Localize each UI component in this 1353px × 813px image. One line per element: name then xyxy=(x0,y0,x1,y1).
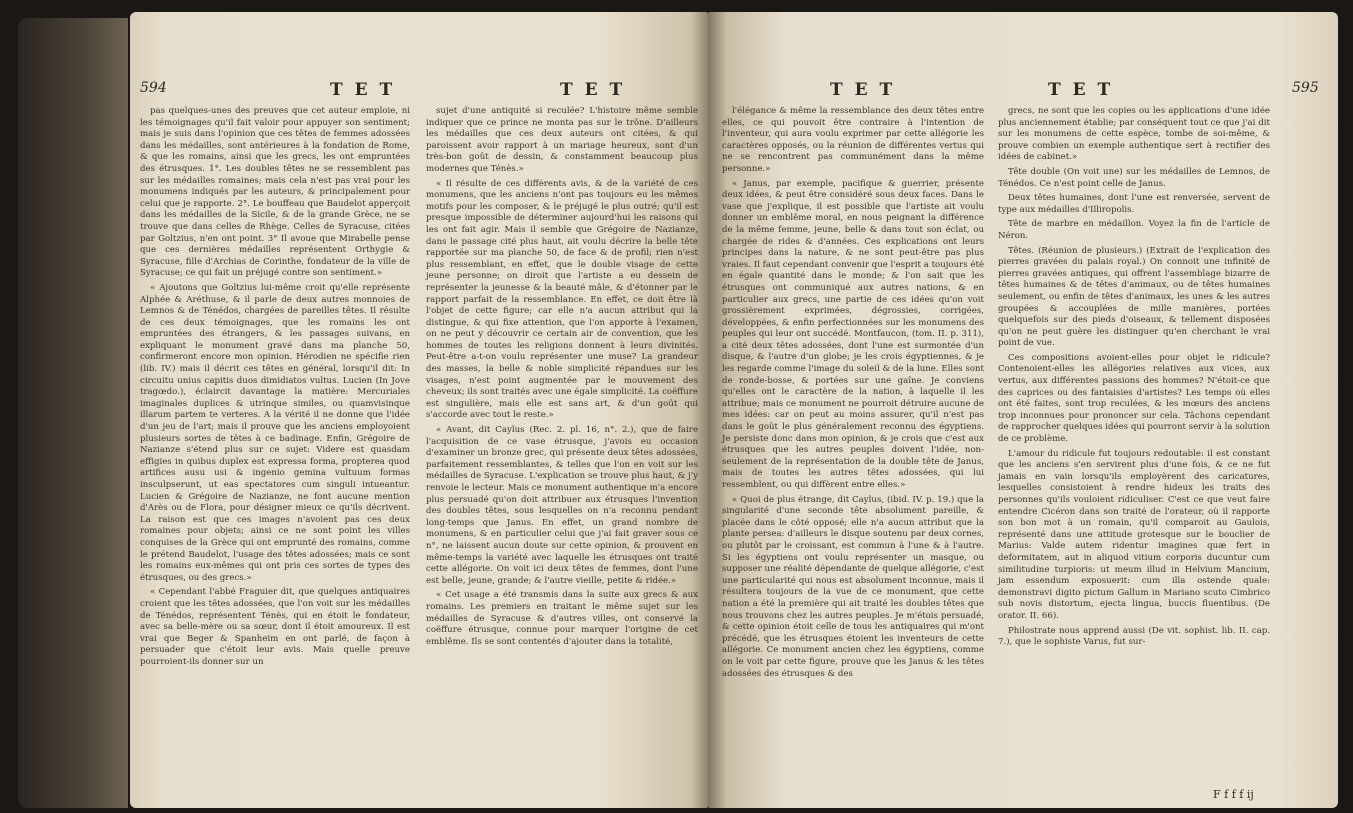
book-edge xyxy=(18,18,128,808)
left-column-1 xyxy=(140,106,410,672)
paragraph: Deux têtes humaines, dont l'une est renversée, servent de type aux médailles d'Illiropolis. xyxy=(998,193,1270,215)
paragraph: L'amour du ridicule fut toujours redoutable: il est constant que les anciens s'en servirent plus d'une fois, & ce ne fut jamais en vain lorsqu'ils employèrent des caricatures, lesquelles consistoient à rendre hideux les traits des personnes qu'ils vouloient ridiculiser. C'est ce que veut faire entendre Cicéron dans son traité de l'orateur, où il rapporte son bon mot à un romain, qu'il comparoit au Gaulois, représenté dans une attitude grotesque sur le bouclier de Marius: Valde autem ridentur imagines quæ fert in deformitatem, aut in aliquod vitium corporis ducuntur cum similitudine turpioris: ut meum illud in Helvium Mancium, jam essendum exposuerit: cum illa ostende quale: demonstravi digito pictum Gallum in Mariano scuto Cimbrico sub novis distortum, ejecta lingua, buccis fluentibus. (De orator. II. 66). xyxy=(998,448,1270,621)
left-page xyxy=(130,12,708,808)
paragraph: sujet d'une antiquité si reculée? L'histoire même semble indiquer que ce prince ne monta pas sur le trône. D'ailleurs les médailles que ces deux auteurs ont citées, & qui paroissent avoir rapport à un mariage heureux, sont d'un très-bon goût de dessin, & constamment beaucoup plus modernes que Ténès.» xyxy=(426,106,698,174)
open-book xyxy=(18,12,1338,808)
running-head-left-2: T E T xyxy=(560,80,626,100)
paragraph: pas quelques-unes des preuves que cet auteur emploie, ni les témoignages qu'il fait valoir pour appuyer son sentiment; mais je suis dans l'opinion que ces têtes de femmes adossées dans les médailles, sont antérieures à la fondation de Rome, & que les romains, ainsi que les grecs, les ont empruntées des étrusques. 1°. Les doubles têtes ne se ressemblent pas sur les médailles romaines; mais cela n'est pas vrai pour les monumens indiqués par les auteurs, & principalement pour celui que je rapporte. 2°. Le bouffeau que Baudelot apperçoit dans les médailles de la Sicile, & de la grande Grèce, ne se trouve que dans celles de Rhège. Celles de Syracuse, citées par Goltzius, n'en ont point. 3° Il avoue que Mirabelle pense que ces dernières médailles représentent Orthygie & Syracuse, fille d'Archias de Corinthe, fondateur de la ville de Syracuse; ce qui fait un préjugé contre son sentiment.» xyxy=(140,106,410,279)
paragraph: Tête de marbre en médaillon. Voyez la fin de l'article de Néron. xyxy=(998,219,1270,241)
paragraph: « Janus, par exemple, pacifique & guerrier, présente deux idées, & peut être considéré sous deux faces. Dans le vase que j'explique, il est possible que l'artiste ait voulu donner un emblême moral, en nous peignant la différence de la même femme, jeune, belle & dans tout son éclat, ou chargée de rides & d'années. Ces explications ont leurs principes dans la nature, & ne sont peut-être pas plus vraies. Il faut cependant convenir que l'esprit a toujours été en égale quantité dans le monde; & l'on sait que les étrusques ont communiqué aux autres nations, & en particulier aux grecs, une partie de ces idées qu'on voit grossièrement exprimées, dégrossies, corrigées, développées, & enfin perfectionnées sur les monumens des peuples qui leur ont succédé. Montfaucon, (tom. II. p. 311), a cité deux têtes adossées, dont l'une est surmontée d'un disque, & l'autre d'un globe; je les crois égyptiennes, & je les regarde comme l'image du soleil & de la lune. Elles sont de ronde-bosse, & portées sur une gaîne. Je conviens qu'elles ont le caractère de la nation, à laquelle il les attribue; mais ce monument ne pourroit détruire aucune de mes idées: car on peut au moins assurer, qu'il n'est pas dans le goût le plus généralement reconnu des égyptiens. Je persiste donc dans mon opinion, & je crois que c'est aux étrusques que les autres peuples doivent l'idée, non-seulement de la représentation de la double tête de Janus, mais de toutes les autres têtes adossées, qui lui ressemblent, ou qui diffèrent entre elles.» xyxy=(722,178,984,490)
paragraph: « Ajoutons que Goltzius lui-même croit qu'elle représente Alphée & Aréthuse, & il parle de deux autres monnoies de Lemnos & de Ténédos, chargées de pareilles têtes. Il résulte de ces deux témoignages, que les romains les ont empruntées des étrangers, & les passages suivans, en expliquant le monument gravé dans ma planche 50, confirmeront encore mon opinion. Hérodien ne spécifie rien (lib. IV.) mais il décrit ces têtes en général, lorsqu'il dit: In circuitu unius capitis duos dimidiatos vultus. Lucien (In Jove tragœdo.), éclaircit davantage la matière: Mercuriales imaginales duplices & utrinque similes, ou quamvisinque illarum partem te verteres. A la vérité il ne donne que l'idée d'un jeu de l'art; mais il prouve que les anciens employoient plusieurs sortes de têtes à ce badinage. Enfin, Grégoire de Nazianze s'étend plus sur ce sujet: Videre est quasdam effigies in quibus duplex est expressa forma, propterea quod artifices ausu usi & ingenio gemina vultuum formas insculpserunt, ut eas spectatores cum singuli intueantur. Lucien & Grégoire de Nazianze, ne font aucune mention d'Arès ou de Flora, pour désigner mieux ce qu'ils décrivent. La raison est que ces images n'avoient pas ces deux romaines pour objets; ainsi ce ne sont point les villes conquises de la Grèce qui ont emprunté des romains, comme le prétend Baudelot, l'usage des têtes adossées; mais ce sont les romains eux-mêmes qui ont pris ces sortes de types des étrusques, ou des grecs.» xyxy=(140,282,410,583)
signature-mark: F f f f ij xyxy=(1213,788,1254,801)
paragraph: Philostrate nous apprend aussi (De vit. sophist. lib. II. cap. 7.), que le sophiste Varus, fut sur- xyxy=(998,625,1270,648)
paragraph: Têtes. (Réunion de plusieurs.) (Extrait de l'explication des pierres gravées du palais royal.) On connoit une infinité de pierres gravées antiques, qui offrent l'assemblage bizarre de têtes humaines & de têtes d'animaux, ou de têtes humaines seulement, ou enfin de têtes d'animaux, les unes & les autres groupées & accouplées de mille manières, portées quelquefois sur des pieds d'oiseaux, & tellement disposées qu'on ne peut guère les distinguer qu'en cherchant le vrai point de vue. xyxy=(998,245,1270,349)
right-page xyxy=(708,12,1338,808)
paragraph: « Quoi de plus étrange, dit Caylus, (ibid. IV. p. 19.) que la singularité d'une seconde tête absolument pareille, & placée dans le côté opposé; elle n'a aucun attribut que la plante persea: d'ailleurs le disque soutenu par deux cornes, ou plutôt par le croissant, est commun à l'une & à l'autre. Si les égyptiens ont voulu représenter un masque, ou supposer une réalité dépendante de quelque allégorie, c'est une particularité qui nous est absolument inconnue, mais il résultera toujours de la vue de ce monument, que cette nation a été la première qui ait traité les doubles têtes que nous trouvons chez les autres peuples. Je m'étois persuadé, & cette opinion étoit celle de tous les antiquaires qui m'ont précédé, que les étrusques étoient les inventeurs de cette allégorie. Ce monument ancien chez les égyptiens, comme on le voit par cette figure, prouve que les Janus & les têtes adossées des étrusques & des xyxy=(722,494,984,679)
right-column-2 xyxy=(998,106,1270,652)
running-head-right-2: T E T xyxy=(1048,80,1114,100)
left-column-2 xyxy=(426,106,698,651)
paragraph: Ces compositions avoient-elles pour objet le ridicule? Contenoient-elles les allégories relatives aux vices, aux vertus, aux différentes passions des hommes? N'étoit-ce que des caprices ou des fantaisies d'artistes? Les temps où elles ont été faites, sont trop reculées, & les mœurs des anciens trop inconnues pour prononcer sur cela. Tâchons cependant de rapprocher quelques idées qui pourront servir à la solution de ce problème. xyxy=(998,352,1270,445)
page-number-right: 595 xyxy=(1292,80,1319,96)
page-number-left: 594 xyxy=(140,80,167,96)
paragraph: « Cependant l'abbé Fraguier dit, que quelques antiquaires croient que les têtes adossées, que l'on voit sur les médailles de Ténédos, représentent Ténès, qui en étoit le fondateur, avec sa belle-mère ou sa sœur, dont il étoit amoureux. Il est vrai que Beger & Spanheim en ont parlé, de façon à persuader que c'étoit leur avis. Mais quelle preuve pourroient-ils donner sur un xyxy=(140,587,410,667)
running-head-left-1: T E T xyxy=(330,80,396,100)
running-head-right-1: T E T xyxy=(830,80,896,100)
paragraph: « Cet usage a été transmis dans la suite aux grecs & aux romains. Les premiers en traitant le même sujet sur les médailles de Syracuse & d'autres villes, ont conservé la coëffure étrusque, connue pour marquer l'origine de cet emblême. Ils se sont contentés d'ajouter dans la totalité, xyxy=(426,590,698,647)
paragraph: grecs, ne sont que les copies ou les applications d'une idée plus anciennement établie; par conséquent tout ce que j'ai dit sur les monumens de cette espèce, tombe de soi-même, & prouve combien un exemple authentique sert à rectifier des idées de cabinet.» xyxy=(998,106,1270,163)
paragraph: « Il résulte de ces différents avis, & de la variété de ces monumens, que les anciens n'ont pas toujours eu les mêmes motifs pour les composer, & le préjugé le plus outré; qu'il est presque impossible de déterminer aujourd'hui les raisons qui les ont fait agir. Mais il semble que Grégoire de Nazianze, dans le passage cité plus haut, ait voulu décrire la belle tête rapportée sur ma planche 50, de face & de profil; rien n'est plus ressemblant, en effet, que le double visage de cette jeune personne; on diroit que l'artiste a eu dessein de représenter la jeunesse & la beauté mâle, & d'étonner par le rapport parfait de la ressemblance. En effet, ce doit être là l'objet de cette figure; car elle n'a aucun attribut qui la distingue, & qui fixe attention, que l'on apporte à l'examen, on ne peut y découvrir ce certain air de convention, que les hommes de toutes les religions donnent à leurs divinités. Peut-être a-t-on voulu représenter une muse? La grandeur des masses, la belle & noble simplicité répandues sur les visages, n'est point augmentée par le mouvement des cheveux; ils sont traités avec une égale simplicité. La coëffure est singulière, mais elle est sans art, & d'un goût qui s'accorde avec tout le reste.» xyxy=(426,178,698,421)
right-column-1 xyxy=(722,106,984,683)
paragraph: l'élégance & même la ressemblance des deux têtes entre elles, ce qui pouvoit être contraire à l'intention de l'inventeur, qui aura voulu exprimer par cette allégorie les caractères opposés, ou la réunion de différentes vertus qui ne se rencontrent pas communément dans la même personne.» xyxy=(722,106,984,174)
paragraph: Tête double (On voit une) sur les médailles de Lemnos, de Ténédos. Ce n'est point celle de Janus. xyxy=(998,166,1270,189)
paragraph: « Avant, dit Caylus (Rec. 2. pl. 16, n°. 2.), que de faire l'acquisition de ce vase étrusque, j'avois eu occasion d'examiner un bronze grec, qui présente deux têtes adossées, parfaitement ressemblantes, & telles que l'on en voit sur les médailles de Syracuse. L'explication se trouve plus haut, & j'y renvoie le lecteur. Mais ce monument authentique m'a encore plus persuadé qu'on doit attribuer aux étrusques l'invention des doubles têtes, sous lesquelles on n'a reconnu pendant long-temps que Janus. En effet, un grand nombre de monumens, & en particulier celui que j'ai fait graver sous ce n°, ne laissent aucun doute sur cette opinion, & prouvent en même-temps la variété avec laquelle les étrusques ont traité cette allégorie. On voit ici deux têtes de femmes, dont l'une est belle, jeune, grande; & l'autre vieille, petite & ridée.» xyxy=(426,425,698,586)
